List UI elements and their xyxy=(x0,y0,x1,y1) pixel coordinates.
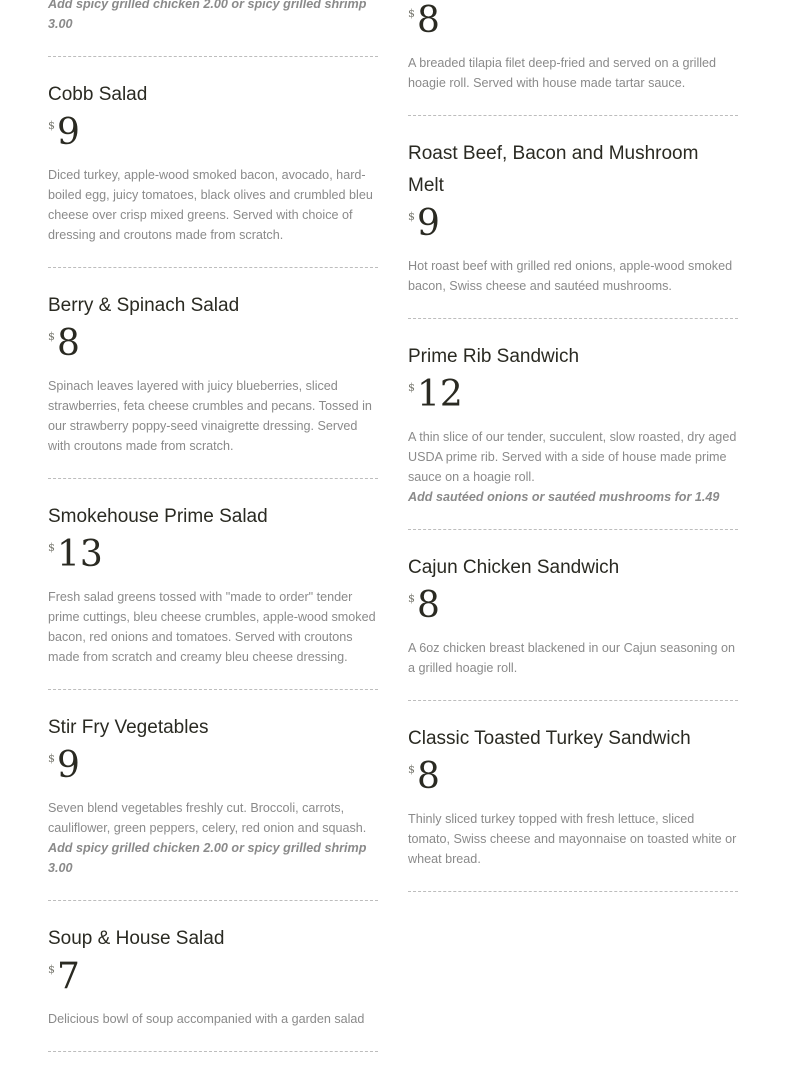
menu-item-name: Berry & Spinach Salad xyxy=(48,295,240,316)
menu-item xyxy=(48,479,378,690)
menu-item xyxy=(48,57,378,268)
menu-item-description: Diced turkey, apple-wood smoked bacon, avocado, hard-boiled egg, juicy tomatoes, black olives and crumbled bleu cheese over crisp mixed greens. Served with choice of dressing and croutons made from scratch. xyxy=(48,168,373,242)
currency-symbol: $ xyxy=(48,330,55,343)
menu-item-price xyxy=(408,375,738,415)
currency-symbol: $ xyxy=(408,7,415,20)
menu-item-description: Seven blend vegetables freshly cut. Broccoli, carrots, cauliflower, green peppers, celery, red onion and squash. xyxy=(48,801,367,835)
menu-item xyxy=(408,701,738,892)
menu-item xyxy=(408,319,738,530)
menu-item-name: Smokehouse Prime Salad xyxy=(48,506,268,527)
menu-item xyxy=(48,0,378,57)
price-amount: 8 xyxy=(417,0,440,41)
price-amount: 12 xyxy=(417,374,463,415)
currency-symbol: $ xyxy=(408,210,415,223)
menu-item xyxy=(48,268,378,479)
menu-item-price xyxy=(48,957,378,997)
menu-item-price xyxy=(48,535,378,575)
menu-item xyxy=(408,116,738,319)
currency-symbol: $ xyxy=(408,381,415,394)
menu-item-price xyxy=(48,746,378,786)
menu-item-name: Cobb Salad xyxy=(48,84,148,105)
menu-column-left xyxy=(48,0,378,1052)
currency-symbol: $ xyxy=(408,763,415,776)
menu-item-price xyxy=(48,113,378,153)
price-amount: 8 xyxy=(417,585,440,626)
currency-symbol: $ xyxy=(48,963,55,976)
menu-item xyxy=(48,901,378,1052)
menu-item-description: Hot roast beef with grilled red onions, apple-wood smoked bacon, Swiss cheese and sautéed mushrooms. xyxy=(408,259,733,293)
menu-item-addon: Add spicy grilled chicken 2.00 or spicy grilled shrimp 3.00 xyxy=(48,0,367,31)
menu-item-description: Delicious bowl of soup accompanied with a garden salad xyxy=(48,1012,365,1026)
menu-item-price xyxy=(408,586,738,626)
menu-item-name: Prime Rib Sandwich xyxy=(408,346,580,367)
currency-symbol: $ xyxy=(408,592,415,605)
menu-item-name: Stir Fry Vegetables xyxy=(48,717,209,738)
currency-symbol: $ xyxy=(48,752,55,765)
menu-item-price xyxy=(408,204,738,244)
price-amount: 9 xyxy=(57,112,80,153)
price-amount: 9 xyxy=(417,203,440,244)
menu-item-price xyxy=(408,1,738,41)
price-amount: 7 xyxy=(57,956,80,997)
menu-item-name: Cajun Chicken Sandwich xyxy=(408,557,620,578)
menu-item-description: A 6oz chicken breast blackened in our Cajun seasoning on a grilled hoagie roll. xyxy=(408,641,735,675)
price-amount: 8 xyxy=(417,756,440,797)
menu-item-name: Roast Beef, Bacon and Mushroom Melt xyxy=(408,143,699,196)
menu-item-description: Thinly sliced turkey topped with fresh lettuce, sliced tomato, Swiss cheese and mayonnaise on toasted white or wheat bread. xyxy=(408,812,737,866)
menu-item-name: Soup & House Salad xyxy=(48,928,225,949)
price-amount: 13 xyxy=(57,534,103,575)
menu-item xyxy=(408,0,738,116)
price-amount: 9 xyxy=(57,745,80,786)
currency-symbol: $ xyxy=(48,119,55,132)
menu-item-description: A breaded tilapia filet deep-fried and served on a grilled hoagie roll. Served with house made tartar sauce. xyxy=(408,56,717,90)
menu-item-description: Fresh salad greens tossed with "made to order" tender prime cuttings, bleu cheese crumbles, apple-wood smoked bacon, red onions and tomatoes. Served with croutons made from scratch and creamy bleu cheese dressing. xyxy=(48,590,376,664)
menu-item-description: A thin slice of our tender, succulent, slow roasted, dry aged USDA prime rib. Served with a side of house made prime sauce on a hoagie roll. xyxy=(408,430,737,484)
menu-item-price xyxy=(48,324,378,364)
menu-item-name: Classic Toasted Turkey Sandwich xyxy=(408,728,691,749)
menu-item-addon: Add spicy grilled chicken 2.00 or spicy grilled shrimp 3.00 xyxy=(48,841,367,875)
price-amount: 8 xyxy=(57,323,80,364)
menu-item-description: Spinach leaves layered with juicy blueberries, sliced strawberries, feta cheese crumbles and pecans. Tossed in our strawberry poppy-seed vinaigrette dressing. Served with croutons made from scratch. xyxy=(48,379,372,453)
menu-item-price xyxy=(408,757,738,797)
menu-item-addon: Add sautéed onions or sautéed mushrooms for 1.49 xyxy=(408,490,720,504)
menu-column-right xyxy=(408,0,738,892)
menu-item xyxy=(408,530,738,701)
currency-symbol: $ xyxy=(48,541,55,554)
menu-item xyxy=(48,690,378,901)
